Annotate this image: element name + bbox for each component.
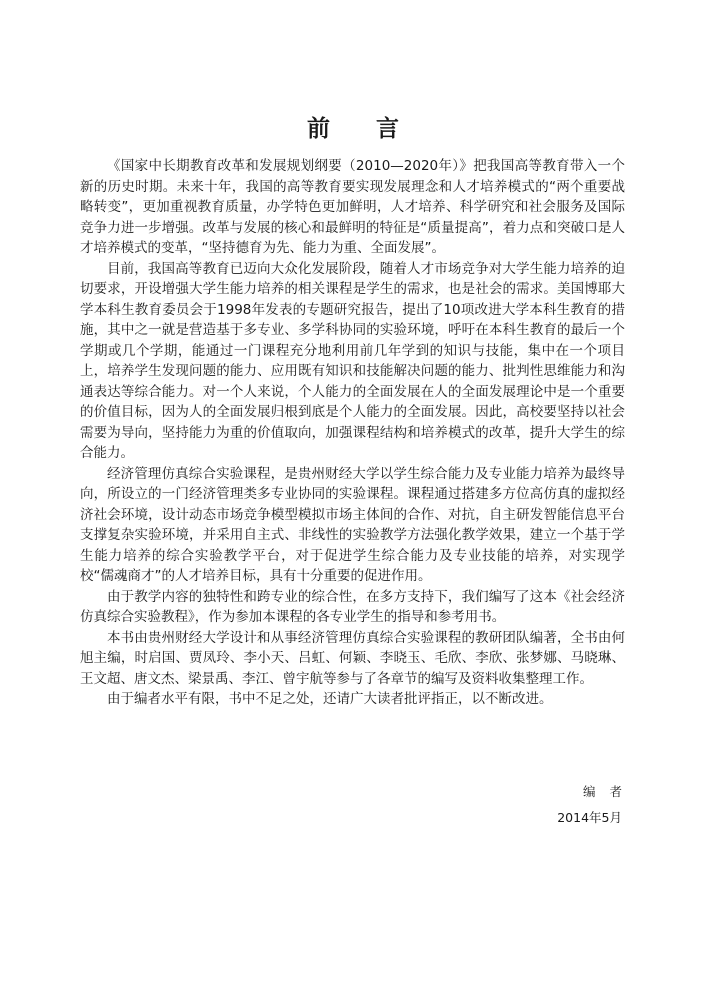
paragraph-3: 经济管理仿真综合实验课程，是贵州财经大学以学生综合能力及专业能力培养为最终导向，所设立的一门经济管理类多专业协同的实验课程。课程通过搭建多方位高仿真的虚拟经济社会环境，设计动态市场竞争模型模拟市场主体间的合作、对抗，自主研发智能信息平台支撑复杂实验环境，并采用自主式、非线性的实验教学方法强化教学效果，建立一个基于学生能力培养的综合实验教学平台，对于促进学生综合能力及专业技能的培养，对实现学校“儒魂商才”的人才培养目标，具有十分重要的促进作用。: [80, 465, 625, 584]
title-char-1: 前: [307, 115, 330, 142]
paragraph-2: 目前，我国高等教育已迈向大众化发展阶段，随着人才市场竞争对大学生能力培养的迫切要求，开设增强大学生能力培养的相关课程是学生的需求，也是社会的需求。美国博耶大学本科生教育委员会于1998年发表的专题研究报告，提出了10项改进大学本科生教育的措施，其中之一就是营造基于多专业、多学科协同的实验环境，呼吁在本科生教育的最后一个学期或几个学期，能通过一门课程充分地利用前几年学到的知识与技能，集中在一个项目上，培养学生发现问题的能力、应用既有知识和技能解决问题的能力、批判性思维能力和沟通表达等综合能力。对一个人来说，个人能力的全面发展在人的全面发展理论中是一个重要的价值目标，因为人的全面发展归根到底是个人能力的全面发展。因此，高校要坚持以社会需要为导向，坚持能力为重的价值取向，加强课程结构和培养模式的改革，提升大学生的综合能力。: [80, 260, 625, 461]
paragraph-5: 本书由贵州财经大学设计和从事经济管理仿真综合实验课程的教研团队编著，全书由何旭主编，时启国、贾凤玲、李小天、吕虹、何颖、李晓玉、毛欣、李欣、张梦娜、马晓琳、王文超、唐文杰、梁景禹、李江、曾宇航等参与了各章节的编写及资料收集整理工作。: [80, 629, 625, 687]
title-char-2: 言: [376, 115, 399, 142]
page-title: [0, 110, 706, 143]
paragraph-4: 由于教学内容的独特性和跨专业的综合性，在多方支持下，我们编写了这本《社会经济仿真综合实验教程》，作为参加本课程的各专业学生的指导和参考用书。: [80, 588, 625, 625]
preface-body: [80, 156, 625, 710]
paragraph-6: 由于编者水平有限，书中不足之处，还请广大读者批评指正，以不断改进。: [107, 691, 553, 707]
signature-date: 2014年5月: [557, 810, 622, 825]
paragraph-1: 《国家中长期教育改革和发展规划纲要（2010—2020年）》把我国高等教育带入一个新的历史时期。未来十年，我国的高等教育要实现发展理念和人才培养模式的“两个重要战略转变”，更加重视教育质量，办学特色更加鲜明，人才培养、科学研究和社会服务及国际竞争力进一步增强。改革与发展的核心和最鲜明的特征是“质量提高”，着力点和突破口是人才培养模式的变革，“坚持德育为先、能力为重、全面发展”。: [80, 158, 625, 256]
signature-author: 编者: [582, 784, 636, 799]
